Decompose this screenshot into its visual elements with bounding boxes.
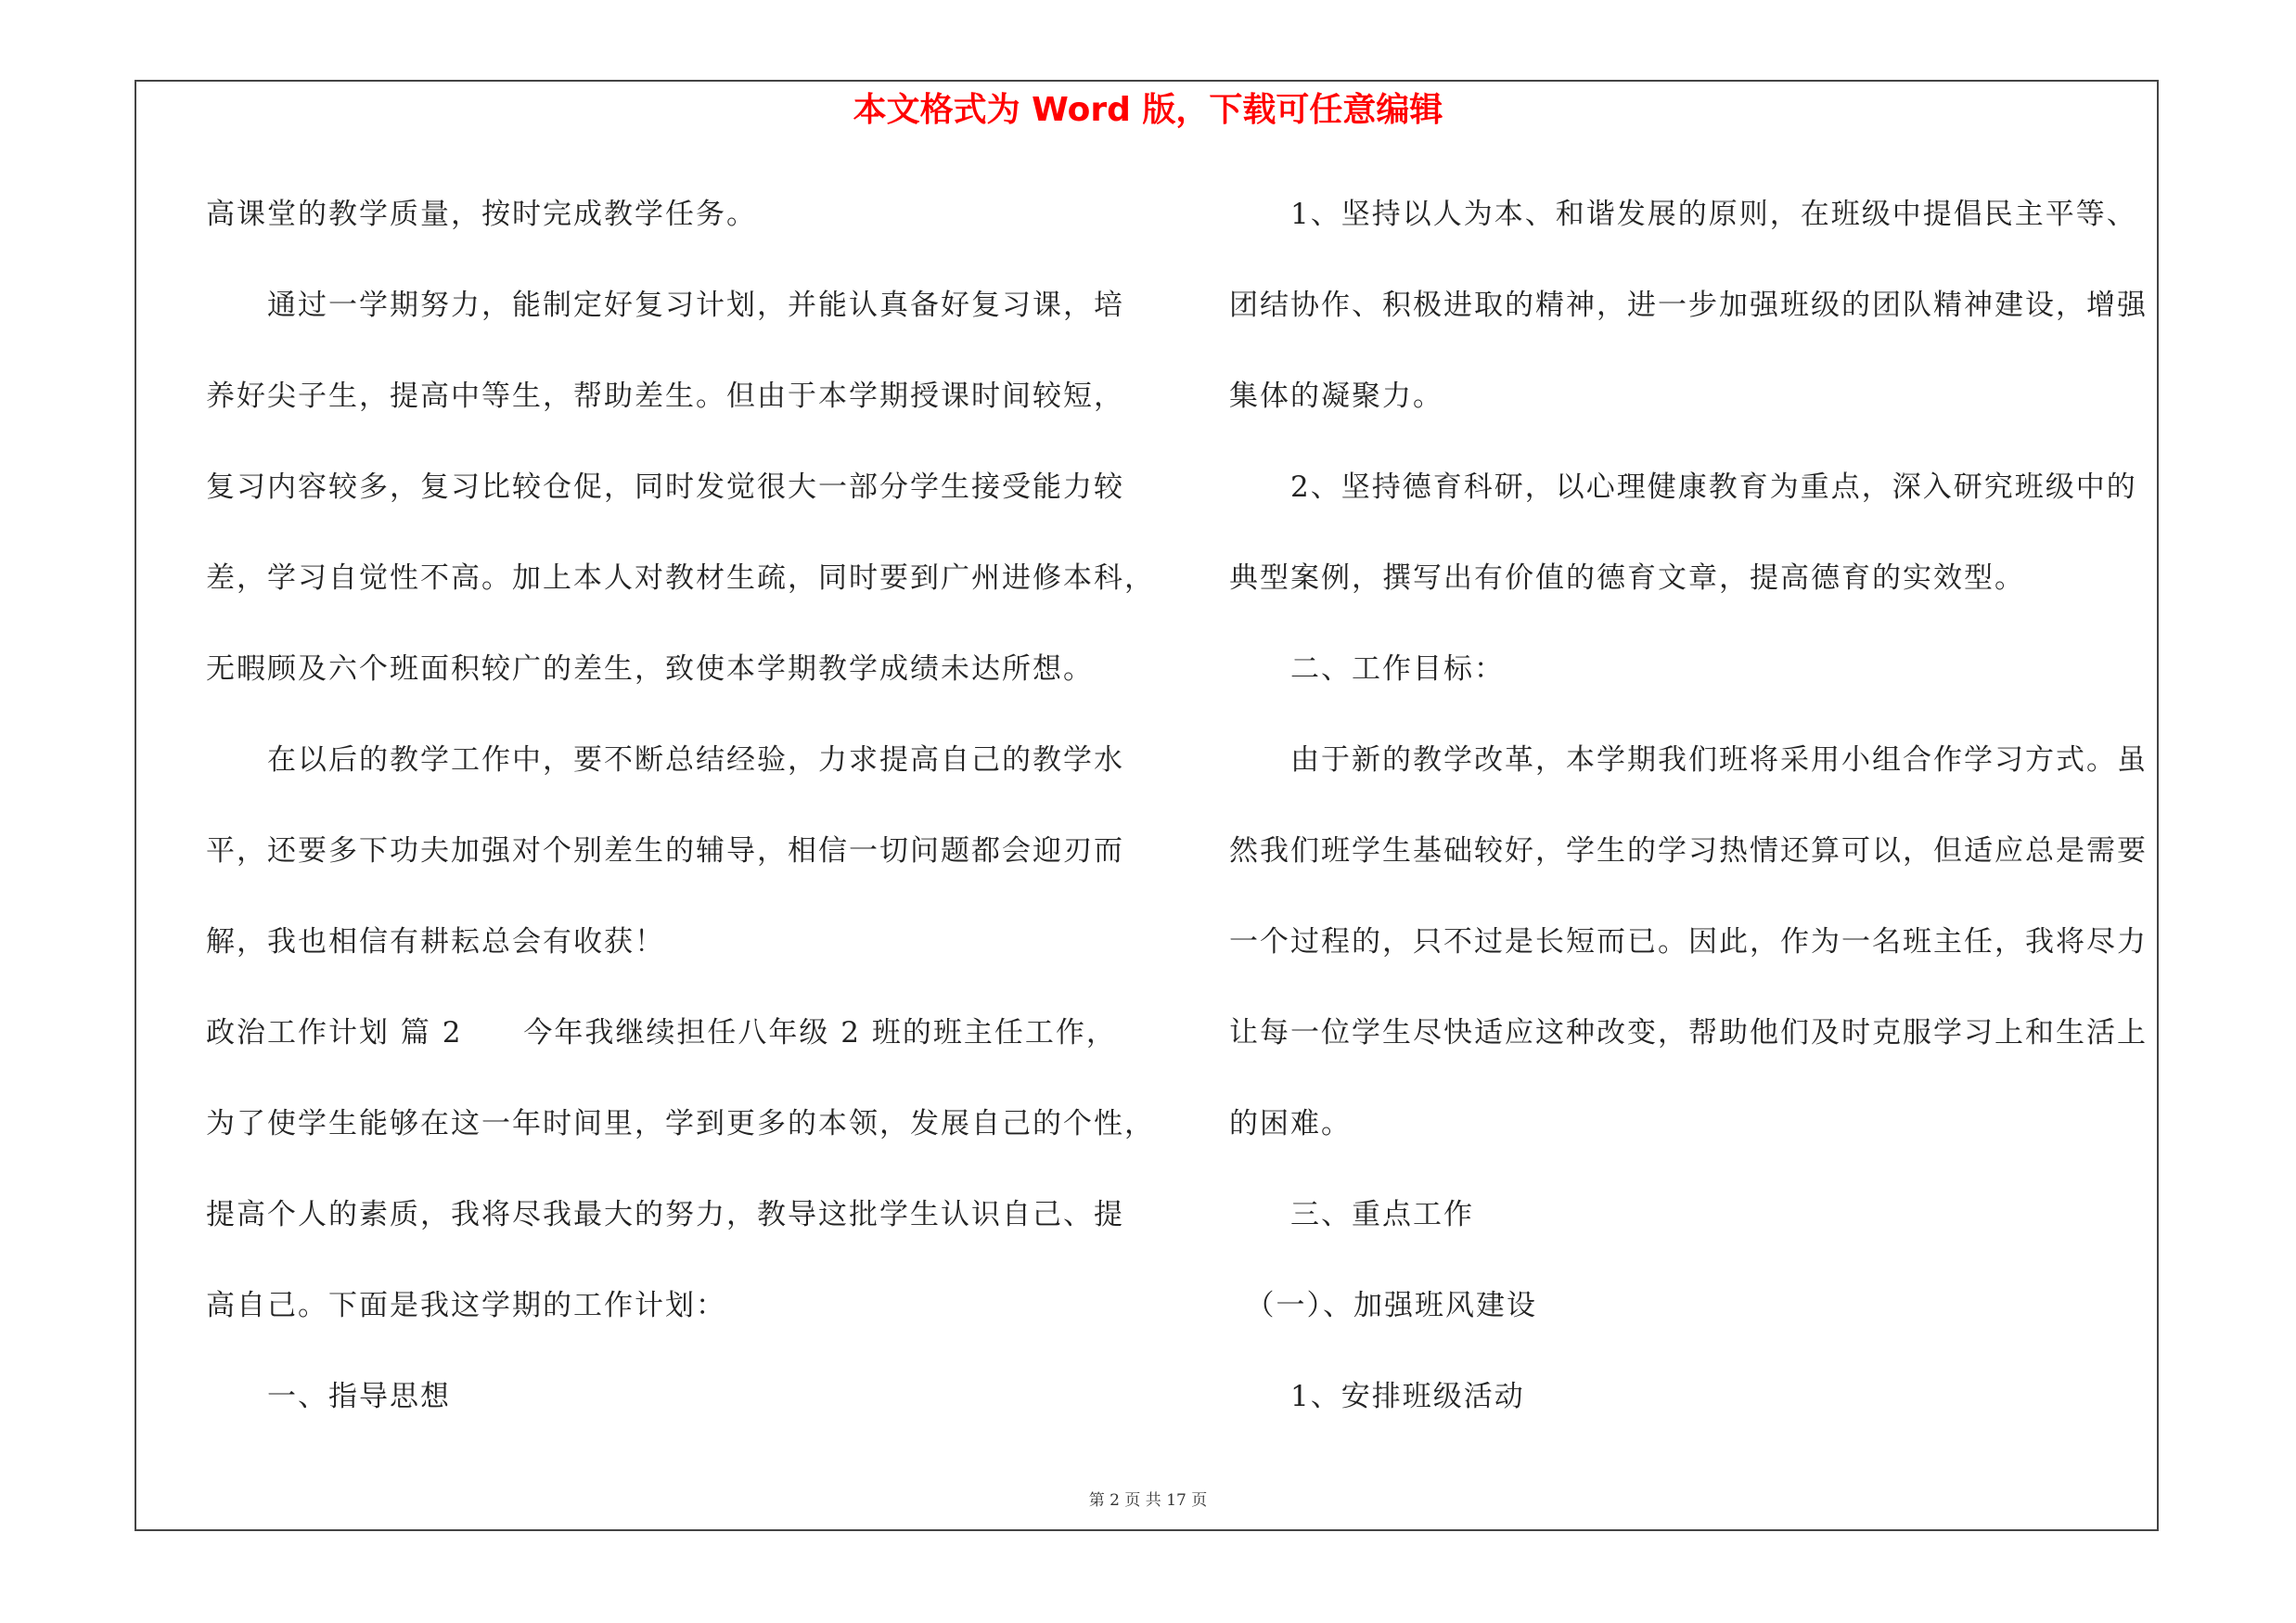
- paragraph-line: 然我们班学生基础较好，学生的学习热情还算可以，但适应总是需要: [1229, 834, 2148, 868]
- paragraph-line: 复习内容较多，复习比较仓促，同时发觉很大一部分学生接受能力较: [206, 470, 1124, 504]
- paragraph-line: 集体的凝聚力。: [1229, 380, 1443, 413]
- paragraph-line: 差，学习自觉性不高。加上本人对教材生疏，同时要到广州进修本科，: [206, 561, 1155, 595]
- paragraph-line: 2、坚持德育科研，以心理健康教育为重点，深入研究班级中的: [1229, 470, 2137, 504]
- paragraph-line: 提高个人的素质，我将尽我最大的努力，教导这批学生认识自己、提: [206, 1198, 1124, 1231]
- paragraph-line: 平，还要多下功夫加强对个别差生的辅导，相信一切问题都会迎刃而: [206, 834, 1124, 868]
- subsection-heading-line: （一）、加强班风建设: [1229, 1289, 1537, 1322]
- paragraph-line: 在以后的教学工作中，要不断总结经验，力求提高自己的教学水: [206, 743, 1124, 777]
- right-text-column: [1229, 182, 2148, 1455]
- paragraph-line: 为了使学生能够在这一年时间里，学到更多的本领，发展自己的个性，: [206, 1107, 1155, 1140]
- paragraph-line: 由于新的教学改革，本学期我们班将采用小组合作学习方式。虽: [1229, 743, 2148, 777]
- section-heading-line: 二、工作目标：: [1229, 652, 1505, 686]
- document-banner: 本文格式为 Word 版，下载可任意编辑: [853, 91, 1443, 129]
- paragraph-line: 1、坚持以人为本、和谐发展的原则，在班级中提倡民主平等、: [1229, 198, 2137, 231]
- section-heading-line: 一、指导思想: [206, 1380, 451, 1413]
- paragraph-line: 解，我也相信有耕耘总会有收获！: [206, 925, 665, 959]
- section-heading-line: 政治工作计划 篇 2 今年我继续担任八年级 2 班的班主任工作，: [206, 1016, 1117, 1050]
- paragraph-line: 典型案例，撰写出有价值的德育文章，提高德育的实效型。: [1229, 561, 2025, 595]
- left-text-column: [206, 182, 1155, 1455]
- paragraph-line: 1、安排班级活动: [1229, 1380, 1525, 1413]
- paragraph-line: 养好尖子生，提高中等生，帮助差生。但由于本学期授课时间较短，: [206, 380, 1124, 413]
- paragraph-line: 高课堂的教学质量，按时完成教学任务。: [206, 198, 757, 231]
- paragraph-line: 通过一学期努力，能制定好复习计划，并能认真备好复习课，培: [206, 289, 1124, 322]
- paragraph-line: 一个过程的，只不过是长短而已。因此，作为一名班主任，我将尽力: [1229, 925, 2148, 959]
- paragraph-line: 的困难。: [1229, 1107, 1352, 1140]
- section-heading-line: 三、重点工作: [1229, 1198, 1474, 1231]
- paragraph-line: 团结协作、积极进取的精神，进一步加强班级的团队精神建设，增强: [1229, 289, 2148, 322]
- page-number-footer: 第 2 页 共 17 页: [1088, 1491, 1208, 1510]
- paragraph-line: 让每一位学生尽快适应这种改变，帮助他们及时克服学习上和生活上: [1229, 1016, 2148, 1050]
- paragraph-line: 高自己。下面是我这学期的工作计划：: [206, 1289, 726, 1322]
- paragraph-line: 无暇顾及六个班面积较广的差生，致使本学期教学成绩未达所想。: [206, 652, 1094, 686]
